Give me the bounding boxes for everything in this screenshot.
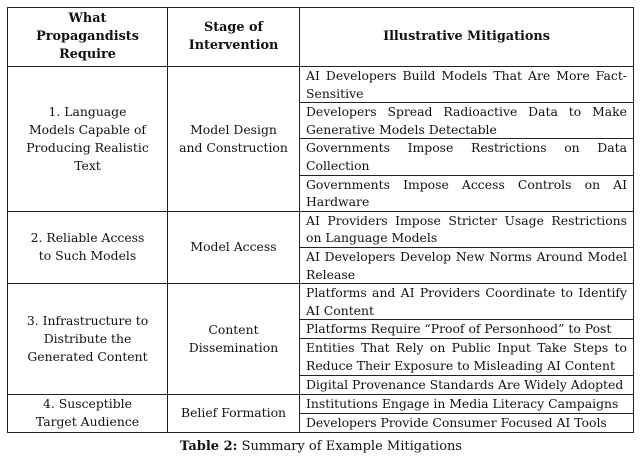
stage-cell: Model Access (168, 211, 300, 283)
mitigation-cell: Governments Impose Restrictions on Data Collection (300, 139, 634, 175)
requirement-cell: 4. Susceptible Target Audience (8, 394, 168, 432)
mitigation-cell: Developers Spread Radioactive Data to Make Generative Models Detectable (300, 103, 634, 139)
table-header-row (8, 8, 634, 67)
mitigation-cell: Institutions Engage in Media Literacy Campaigns (300, 394, 634, 413)
requirement-cell: 1. Language Models Capable of Producing Realistic Text (8, 67, 168, 212)
table-row (8, 284, 634, 320)
caption-text: Summary of Example Mitigations (241, 439, 463, 454)
mitigation-cell: AI Developers Develop New Norms Around Model Release (300, 247, 634, 283)
mitigations-table-container (7, 7, 633, 433)
mitigations-table (7, 7, 634, 433)
requirement-cell: 2. Reliable Access to Such Models (8, 211, 168, 283)
caption-label: Table 2: (179, 439, 238, 454)
stage-cell: Belief Formation (168, 394, 300, 432)
mitigation-cell: Digital Provenance Standards Are Widely Adopted (300, 375, 634, 394)
mitigation-cell: AI Providers Impose Stricter Usage Restrictions on Language Models (300, 211, 634, 247)
mitigation-cell: AI Developers Build Models That Are More Fact-Sensitive (300, 67, 634, 103)
header-stage: Stage of Intervention (168, 8, 300, 67)
header-mitigations: Illustrative Mitigations (300, 8, 634, 67)
stage-cell: Content Dissemination (168, 284, 300, 394)
mitigation-cell: Entities That Rely on Public Input Take Steps to Reduce Their Exposure to Misleading AI Content (300, 339, 634, 375)
table-row (8, 211, 634, 247)
mitigation-cell: Developers Provide Consumer Focused AI Tools (300, 413, 634, 432)
mitigation-cell: Governments Impose Access Controls on AI Hardware (300, 175, 634, 211)
table-caption (0, 438, 642, 456)
requirement-cell: 3. Infrastructure to Distribute the Generated Content (8, 284, 168, 394)
stage-cell: Model Design and Construction (168, 67, 300, 212)
table-row (8, 67, 634, 103)
table-row (8, 394, 634, 413)
mitigation-cell: Platforms and AI Providers Coordinate to Identify AI Content (300, 284, 634, 320)
mitigation-cell: Platforms Require “Proof of Personhood” to Post (300, 320, 634, 339)
header-requirement: What Propagandists Require (8, 8, 168, 67)
